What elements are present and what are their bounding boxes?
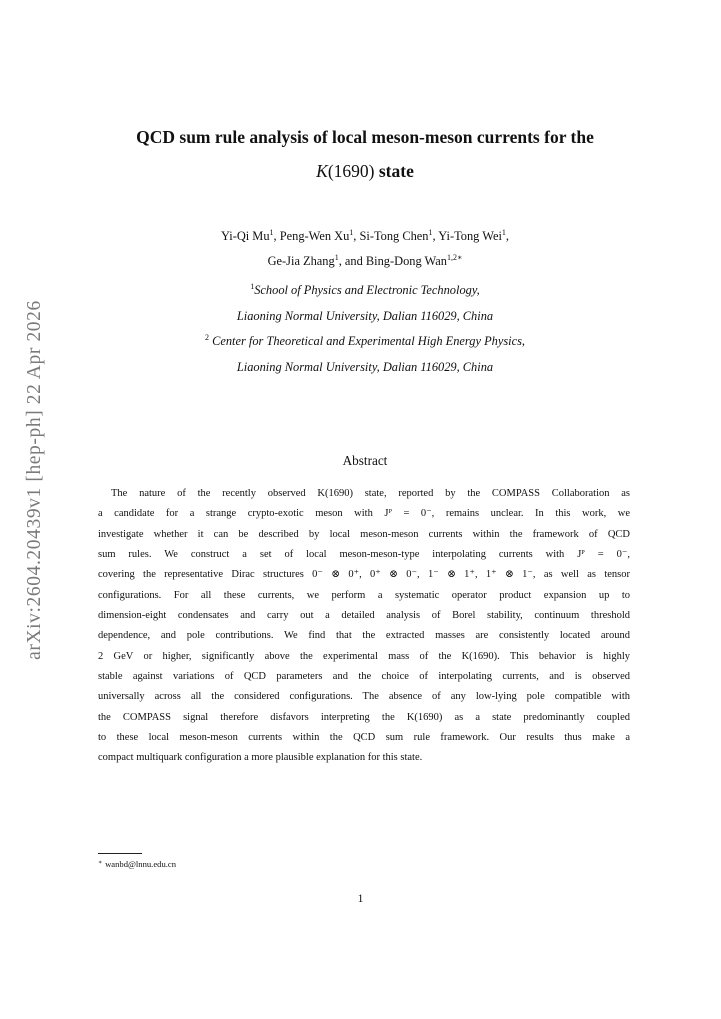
arxiv-identifier-stamp: arXiv:2604.20439v1 [hep-ph] 22 Apr 2026 xyxy=(24,300,45,660)
abstract-line: sum rules. We construct a set of local meson-meson-type interpolating currents with Jᴾ = 0⁻, xyxy=(98,549,630,561)
author-affiliation-mark: 1 xyxy=(349,228,354,237)
footnote-email[interactable]: wanbd@lnnu.edu.cn xyxy=(105,859,176,869)
abstract-line: the COMPASS signal therefore disfavors interpreting the K(1690) as a state predominantly coupled xyxy=(98,711,630,723)
abstract-line: configurations. For all these currents, we perform a systematic operator product expansion up to xyxy=(98,589,630,601)
author-affiliation-mark: 1 xyxy=(428,228,433,237)
abstract-heading: Abstract xyxy=(342,453,388,468)
abstract-line: 2 GeV or higher, significantly above the experimental mass of the K(1690). This behavior is highly xyxy=(98,650,630,662)
affiliation-line: Liaoning Normal University, Dalian 116029, China xyxy=(236,308,494,323)
author-affiliation-mark: 1,2∗ xyxy=(446,253,463,262)
abstract-line: stable against variations of QCD parameters and the choice of interpolating currents, and is observed xyxy=(98,671,630,683)
affiliation-mark: 2 xyxy=(204,333,209,342)
affiliation-line: Center for Theoretical and Experimental High Energy Physics, xyxy=(212,334,526,348)
title-state-word: state xyxy=(374,161,414,181)
paper-title xyxy=(96,120,634,188)
affiliation-line: Liaoning Normal University, Dalian 116029, China xyxy=(236,359,494,374)
abstract-line: investigate whether it can be described by local meson-meson currents within the framework of QCD xyxy=(98,528,630,540)
abstract-line: dimension-eight condensates and carry out a detailed analysis of Borel stability, continuum threshold xyxy=(98,610,630,622)
author-conjunction: and xyxy=(344,254,363,268)
author-affiliation-mark: 1 xyxy=(334,253,339,262)
author-name: Peng-Wen Xu xyxy=(279,229,350,243)
footnote xyxy=(98,859,176,869)
footnote-rule xyxy=(98,853,142,854)
abstract-line: The nature of the recently observed K(1690) state, reported by the COMPASS Collaboration as xyxy=(111,488,630,499)
author-name: Yi-Qi Mu xyxy=(220,229,270,243)
author-name: Yi-Tong Wei xyxy=(438,229,502,243)
author-affiliation-mark: 1 xyxy=(269,228,274,237)
abstract-line: to these local meson-meson currents within the QCD sum rule framework. Our results thus make a xyxy=(98,732,630,744)
abstract-line: covering the representative Dirac structures 0⁻ ⊗ 0⁺, 0⁺ ⊗ 0⁻, 1⁻ ⊗ 1⁺, 1⁺ ⊗ 1⁻, as well as tensor xyxy=(98,569,630,581)
footnote-mark: ∗ xyxy=(98,860,103,866)
author-list: Yi-Qi Mu$^1$, Peng-Wen Xu$^1$, Si-Tong Chen$^1$, Yi-Tong Wei$^1$, Ge-Jia Zhang$^1$, and Bing-Dong Wan$^{1,2∗}$ xyxy=(220,228,509,268)
title-state-mass: (1690) xyxy=(327,161,375,181)
affiliation-line: School of Physics and Electronic Technology, xyxy=(254,283,480,297)
author-name: Ge-Jia Zhang xyxy=(267,254,335,268)
title-line-1: QCD sum rule analysis of local meson-meson currents for the xyxy=(136,127,594,147)
author-name: Bing-Dong Wan xyxy=(365,254,447,268)
title-state-symbol: K xyxy=(316,161,328,181)
abstract-line: compact multiquark configuration a more plausible explanation for this state. xyxy=(98,752,423,764)
author-name: Si-Tong Chen xyxy=(359,229,429,243)
abstract-line: universally across all the considered configurations. The absence of any low-lying pole compatible with xyxy=(98,691,630,703)
affiliation-mark: 1 xyxy=(250,282,255,291)
abstract-body xyxy=(98,484,630,769)
affiliation-list xyxy=(96,278,634,380)
author-affiliation-mark: 1 xyxy=(501,228,506,237)
abstract-line: a candidate for a strange crypto-exotic meson with Jᴾ = 0⁻, remains unclear. In this work, we xyxy=(98,508,630,520)
abstract-line: dependence, and pole contributions. We find that the extracted masses are consistently located around xyxy=(98,630,630,642)
page-number: 1 xyxy=(357,893,364,905)
